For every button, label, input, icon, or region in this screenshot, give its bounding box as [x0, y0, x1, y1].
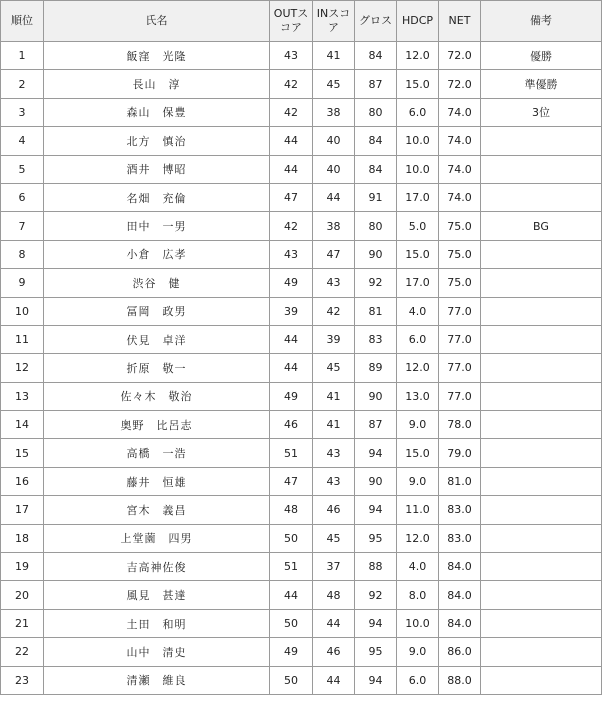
table-row: [1, 183, 602, 211]
table-row: [1, 553, 602, 581]
in-score-cell: 43: [313, 269, 355, 297]
out-score-cell: 50: [270, 524, 313, 552]
note-cell: [481, 155, 602, 183]
hdcp-cell: 15.0: [397, 70, 439, 98]
net-cell: 84.0: [439, 553, 481, 581]
out-score-cell: 42: [270, 98, 313, 126]
in-score-cell: 40: [313, 155, 355, 183]
table-row: [1, 127, 602, 155]
net-cell: 74.0: [439, 155, 481, 183]
table-row: [1, 269, 602, 297]
note-cell: [481, 553, 602, 581]
table-row: [1, 496, 602, 524]
gross-cell: 90: [355, 382, 397, 410]
name-cell: 酒井 博昭: [44, 155, 270, 183]
gross-cell: 81: [355, 297, 397, 325]
table-row: [1, 467, 602, 495]
name-cell: 土田 和明: [44, 609, 270, 637]
name-cell: 折原 敬一: [44, 354, 270, 382]
note-cell: BG: [481, 212, 602, 240]
out-score-cell: 49: [270, 382, 313, 410]
name-cell: 宮木 義昌: [44, 496, 270, 524]
out-score-cell: 46: [270, 411, 313, 439]
name-cell: 渋谷 健: [44, 269, 270, 297]
name-cell: 飯窪 光隆: [44, 42, 270, 70]
header-note: 備考: [481, 1, 602, 42]
rank-cell: 21: [1, 609, 44, 637]
rank-cell: 2: [1, 70, 44, 98]
note-cell: [481, 183, 602, 211]
in-score-cell: 42: [313, 297, 355, 325]
name-cell: 清瀬 維良: [44, 666, 270, 694]
in-score-cell: 38: [313, 98, 355, 126]
name-cell: 吉高神佐俊: [44, 553, 270, 581]
rank-cell: 17: [1, 496, 44, 524]
table-row: [1, 297, 602, 325]
net-cell: 75.0: [439, 269, 481, 297]
gross-cell: 94: [355, 496, 397, 524]
header-rank: 順位: [1, 1, 44, 42]
gross-cell: 94: [355, 666, 397, 694]
hdcp-cell: 17.0: [397, 183, 439, 211]
table-row: [1, 325, 602, 353]
rank-cell: 5: [1, 155, 44, 183]
out-score-cell: 43: [270, 240, 313, 268]
note-cell: [481, 581, 602, 609]
hdcp-cell: 11.0: [397, 496, 439, 524]
out-score-cell: 50: [270, 666, 313, 694]
note-cell: [481, 297, 602, 325]
note-cell: [481, 269, 602, 297]
gross-cell: 87: [355, 411, 397, 439]
net-cell: 77.0: [439, 325, 481, 353]
out-score-cell: 47: [270, 183, 313, 211]
gross-cell: 89: [355, 354, 397, 382]
hdcp-cell: 15.0: [397, 439, 439, 467]
net-cell: 83.0: [439, 496, 481, 524]
hdcp-cell: 12.0: [397, 354, 439, 382]
hdcp-cell: 9.0: [397, 467, 439, 495]
hdcp-cell: 4.0: [397, 297, 439, 325]
in-score-cell: 46: [313, 496, 355, 524]
out-score-cell: 49: [270, 638, 313, 666]
name-cell: 田中 一男: [44, 212, 270, 240]
out-score-cell: 39: [270, 297, 313, 325]
note-cell: [481, 666, 602, 694]
rank-cell: 14: [1, 411, 44, 439]
gross-cell: 91: [355, 183, 397, 211]
note-cell: [481, 325, 602, 353]
gross-cell: 83: [355, 325, 397, 353]
header-name: 氏名: [44, 1, 270, 42]
net-cell: 74.0: [439, 183, 481, 211]
in-score-cell: 45: [313, 524, 355, 552]
hdcp-cell: 10.0: [397, 609, 439, 637]
out-score-cell: 50: [270, 609, 313, 637]
gross-cell: 80: [355, 212, 397, 240]
in-score-cell: 44: [313, 666, 355, 694]
table-row: [1, 212, 602, 240]
in-score-cell: 41: [313, 411, 355, 439]
net-cell: 74.0: [439, 127, 481, 155]
rank-cell: 20: [1, 581, 44, 609]
table-row: [1, 609, 602, 637]
net-cell: 83.0: [439, 524, 481, 552]
table-row: [1, 638, 602, 666]
out-score-cell: 51: [270, 553, 313, 581]
gross-cell: 88: [355, 553, 397, 581]
in-score-cell: 41: [313, 42, 355, 70]
table-row: [1, 240, 602, 268]
note-cell: [481, 467, 602, 495]
rank-cell: 3: [1, 98, 44, 126]
name-cell: 奥野 比呂志: [44, 411, 270, 439]
rank-cell: 9: [1, 269, 44, 297]
hdcp-cell: 8.0: [397, 581, 439, 609]
name-cell: 北方 慎治: [44, 127, 270, 155]
out-score-cell: 47: [270, 467, 313, 495]
out-score-cell: 51: [270, 439, 313, 467]
gross-cell: 87: [355, 70, 397, 98]
header-in-score: INスコア: [313, 1, 355, 42]
gross-cell: 80: [355, 98, 397, 126]
gross-cell: 95: [355, 638, 397, 666]
in-score-cell: 37: [313, 553, 355, 581]
net-cell: 84.0: [439, 581, 481, 609]
table-row: [1, 382, 602, 410]
rank-cell: 16: [1, 467, 44, 495]
net-cell: 88.0: [439, 666, 481, 694]
name-cell: 伏見 卓洋: [44, 325, 270, 353]
name-cell: 長山 淳: [44, 70, 270, 98]
in-score-cell: 44: [313, 609, 355, 637]
net-cell: 74.0: [439, 98, 481, 126]
gross-cell: 84: [355, 155, 397, 183]
table-row: [1, 411, 602, 439]
out-score-cell: 42: [270, 70, 313, 98]
out-score-cell: 43: [270, 42, 313, 70]
table-row: [1, 354, 602, 382]
in-score-cell: 45: [313, 70, 355, 98]
net-cell: 78.0: [439, 411, 481, 439]
gross-cell: 92: [355, 581, 397, 609]
note-cell: [481, 496, 602, 524]
net-cell: 72.0: [439, 42, 481, 70]
table-row: [1, 42, 602, 70]
hdcp-cell: 13.0: [397, 382, 439, 410]
rank-cell: 7: [1, 212, 44, 240]
rank-cell: 4: [1, 127, 44, 155]
net-cell: 77.0: [439, 354, 481, 382]
rank-cell: 22: [1, 638, 44, 666]
note-cell: [481, 354, 602, 382]
in-score-cell: 45: [313, 354, 355, 382]
gross-cell: 94: [355, 609, 397, 637]
out-score-cell: 44: [270, 581, 313, 609]
table-row: [1, 70, 602, 98]
gross-cell: 90: [355, 467, 397, 495]
hdcp-cell: 12.0: [397, 42, 439, 70]
in-score-cell: 48: [313, 581, 355, 609]
net-cell: 81.0: [439, 467, 481, 495]
table-body: [1, 42, 602, 695]
table-row: [1, 524, 602, 552]
gross-cell: 84: [355, 42, 397, 70]
hdcp-cell: 5.0: [397, 212, 439, 240]
net-cell: 75.0: [439, 212, 481, 240]
note-cell: 3位: [481, 98, 602, 126]
name-cell: 冨岡 政男: [44, 297, 270, 325]
hdcp-cell: 10.0: [397, 127, 439, 155]
out-score-cell: 44: [270, 325, 313, 353]
header-hdcp: HDCP: [397, 1, 439, 42]
name-cell: 上堂薗 四男: [44, 524, 270, 552]
hdcp-cell: 15.0: [397, 240, 439, 268]
gross-cell: 92: [355, 269, 397, 297]
net-cell: 77.0: [439, 297, 481, 325]
out-score-cell: 44: [270, 354, 313, 382]
note-cell: [481, 524, 602, 552]
name-cell: 藤井 恒雄: [44, 467, 270, 495]
table-row: [1, 155, 602, 183]
table-row: [1, 666, 602, 694]
in-score-cell: 43: [313, 439, 355, 467]
note-cell: [481, 382, 602, 410]
net-cell: 84.0: [439, 609, 481, 637]
out-score-cell: 44: [270, 127, 313, 155]
net-cell: 75.0: [439, 240, 481, 268]
name-cell: 山中 清史: [44, 638, 270, 666]
note-cell: [481, 127, 602, 155]
rank-cell: 15: [1, 439, 44, 467]
rank-cell: 13: [1, 382, 44, 410]
net-cell: 86.0: [439, 638, 481, 666]
in-score-cell: 47: [313, 240, 355, 268]
name-cell: 風見 甚達: [44, 581, 270, 609]
hdcp-cell: 10.0: [397, 155, 439, 183]
in-score-cell: 43: [313, 467, 355, 495]
rank-cell: 10: [1, 297, 44, 325]
rank-cell: 11: [1, 325, 44, 353]
rank-cell: 18: [1, 524, 44, 552]
header-row: [1, 1, 602, 42]
name-cell: 高橋 一浩: [44, 439, 270, 467]
table-header: [1, 1, 602, 42]
name-cell: 森山 保豊: [44, 98, 270, 126]
net-cell: 72.0: [439, 70, 481, 98]
name-cell: 佐々木 敬治: [44, 382, 270, 410]
rank-cell: 1: [1, 42, 44, 70]
rank-cell: 12: [1, 354, 44, 382]
hdcp-cell: 12.0: [397, 524, 439, 552]
gross-cell: 95: [355, 524, 397, 552]
note-cell: 準優勝: [481, 70, 602, 98]
rank-cell: 6: [1, 183, 44, 211]
table-row: [1, 581, 602, 609]
hdcp-cell: 4.0: [397, 553, 439, 581]
out-score-cell: 44: [270, 155, 313, 183]
hdcp-cell: 9.0: [397, 638, 439, 666]
out-score-cell: 48: [270, 496, 313, 524]
in-score-cell: 41: [313, 382, 355, 410]
table-row: [1, 98, 602, 126]
rank-cell: 23: [1, 666, 44, 694]
note-cell: [481, 411, 602, 439]
in-score-cell: 44: [313, 183, 355, 211]
net-cell: 79.0: [439, 439, 481, 467]
out-score-cell: 42: [270, 212, 313, 240]
table-row: [1, 439, 602, 467]
in-score-cell: 46: [313, 638, 355, 666]
out-score-cell: 49: [270, 269, 313, 297]
name-cell: 小倉 広孝: [44, 240, 270, 268]
note-cell: 優勝: [481, 42, 602, 70]
header-net: NET: [439, 1, 481, 42]
name-cell: 名畑 充倫: [44, 183, 270, 211]
gross-cell: 84: [355, 127, 397, 155]
in-score-cell: 39: [313, 325, 355, 353]
note-cell: [481, 609, 602, 637]
in-score-cell: 40: [313, 127, 355, 155]
gross-cell: 90: [355, 240, 397, 268]
hdcp-cell: 6.0: [397, 325, 439, 353]
hdcp-cell: 17.0: [397, 269, 439, 297]
in-score-cell: 38: [313, 212, 355, 240]
rank-cell: 19: [1, 553, 44, 581]
gross-cell: 94: [355, 439, 397, 467]
hdcp-cell: 9.0: [397, 411, 439, 439]
net-cell: 77.0: [439, 382, 481, 410]
header-out-score: OUTスコア: [270, 1, 313, 42]
note-cell: [481, 439, 602, 467]
header-gross: グロス: [355, 1, 397, 42]
note-cell: [481, 240, 602, 268]
hdcp-cell: 6.0: [397, 666, 439, 694]
rank-cell: 8: [1, 240, 44, 268]
note-cell: [481, 638, 602, 666]
hdcp-cell: 6.0: [397, 98, 439, 126]
